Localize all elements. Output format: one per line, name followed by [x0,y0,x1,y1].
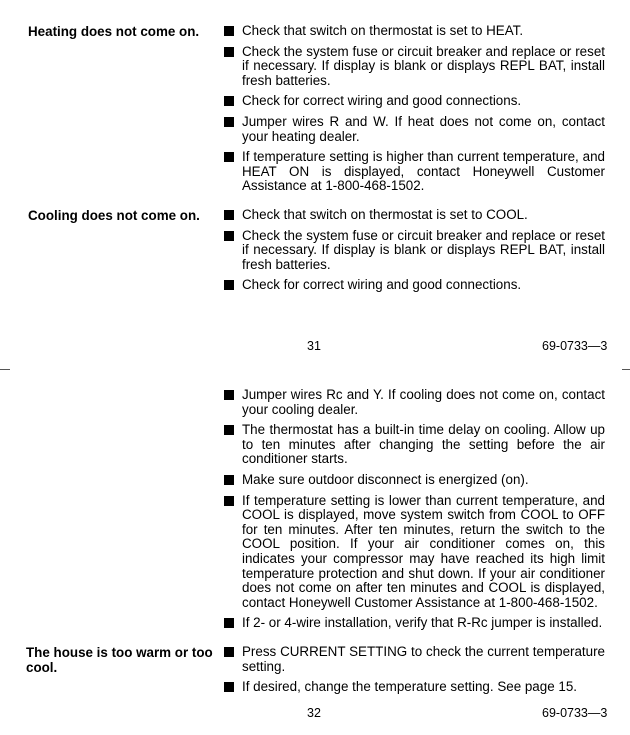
list-item: Press CURRENT SETTING to check the current temperature setting. [224,645,605,674]
square-bullet-icon [224,425,234,435]
square-bullet-icon [224,26,234,36]
list-item: If desired, change the temperature setting. See page 15. [224,680,605,695]
section-heading: Cooling does not come on. [28,208,200,223]
list-item: Make sure outdoor disconnect is energized (on). [224,473,605,488]
list-item: Jumper wires R and W. If heat does not come on, contact your heating dealer. [224,115,605,144]
list-item: Check for correct wiring and good connections. [224,94,605,109]
square-bullet-icon [224,475,234,485]
list-item: Check the system fuse or circuit breaker and replace or reset if necessary. If display is blank or displays REPL BAT, install fresh batteries. [224,229,605,273]
square-bullet-icon [224,496,234,506]
list-item: If temperature setting is higher than current temperature, and HEAT ON is displayed, contact Honeywell Customer Assistance at 1-800-468-1502. [224,150,605,194]
list-item: If 2- or 4-wire installation, verify that R-Rc jumper is installed. [224,616,605,631]
square-bullet-icon [224,47,234,57]
square-bullet-icon [224,231,234,241]
square-bullet-icon [224,280,234,290]
section-heading: The house is too warm or too cool. [26,645,213,675]
bullet-list [224,645,605,701]
bullet-list [224,24,605,200]
document-code: 69-0733—3 [542,339,608,353]
square-bullet-icon [224,210,234,220]
manual-page-31 [0,0,630,362]
list-item: Jumper wires Rc and Y. If cooling does not come on, contact your cooling dealer. [224,388,605,417]
square-bullet-icon [224,647,234,657]
list-item: If temperature setting is lower than current temperature, and COOL is displayed, move system switch from COOL to OFF for ten minutes. After ten minutes, return the switch to the COOL position. If your air conditioner comes on, this indicates your compressor may have reached its high limit temperature protection and shut down. If your air conditioner does not come on after ten minutes and COOL is displayed, contact Honeywell Customer Assistance at 1-800-468-1502. [224,494,605,611]
square-bullet-icon [224,682,234,692]
list-item: Check the system fuse or circuit breaker and replace or reset if necessary. If display is blank or displays REPL BAT, install fresh batteries. [224,45,605,89]
crop-mark-right [622,369,630,370]
manual-page-32 [0,380,630,735]
square-bullet-icon [224,117,234,127]
page-number: 32 [307,706,321,720]
square-bullet-icon [224,390,234,400]
bullet-list [224,208,605,299]
document-code: 69-0733—3 [542,706,608,720]
square-bullet-icon [224,152,234,162]
list-item: The thermostat has a built-in time delay on cooling. Allow up to ten minutes after changing the setting before the air conditioner starts. [224,423,605,467]
square-bullet-icon [224,96,234,106]
list-item: Check that switch on thermostat is set to HEAT. [224,24,605,39]
list-item: Check for correct wiring and good connections. [224,278,605,293]
bullet-list [224,388,605,637]
square-bullet-icon [224,618,234,628]
section-heading: Heating does not come on. [28,24,200,39]
page-number: 31 [307,339,321,353]
crop-mark-left [0,369,10,370]
list-item: Check that switch on thermostat is set to COOL. [224,208,605,223]
